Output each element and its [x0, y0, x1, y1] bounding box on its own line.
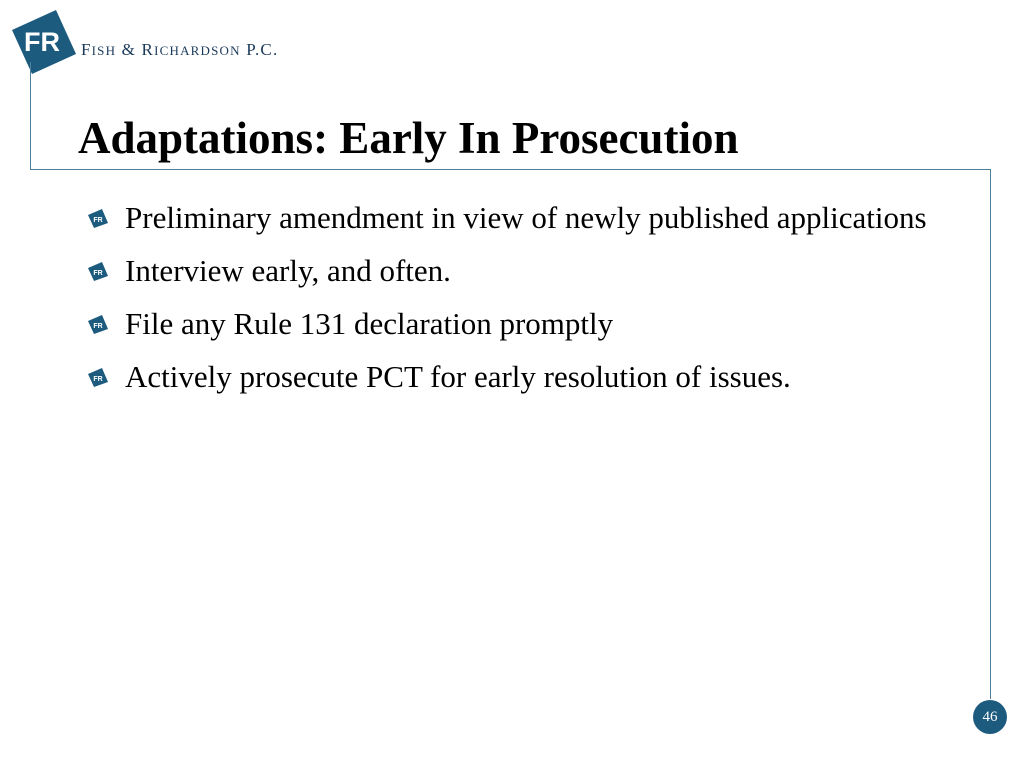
bullet-text: Actively prosecute PCT for early resolution of issues.: [125, 359, 791, 394]
bullet-text: File any Rule 131 declaration promptly: [125, 306, 614, 341]
bullet-item: [88, 196, 968, 240]
bullet-icon-initials: FR: [93, 217, 103, 224]
bullet-icon-initials: FR: [93, 376, 103, 383]
bullet-item: [88, 249, 968, 293]
firm-name-part: &: [116, 40, 142, 59]
firm-name-part: ISH: [91, 43, 117, 58]
bullet-list: [88, 196, 968, 408]
frame-line-right: [990, 169, 991, 699]
bullet-item: [88, 302, 968, 346]
bullet-icon-initials: FR: [93, 270, 103, 277]
firm-logo: [12, 6, 78, 78]
logo-initials: FR: [24, 27, 60, 57]
firm-name: [81, 40, 278, 60]
firm-name-part: P.C.: [240, 40, 279, 59]
bullet-item: [88, 355, 968, 399]
fr-diamond-icon: [88, 367, 109, 388]
bullet-icon-initials: FR: [93, 323, 103, 330]
fr-diamond-icon: [88, 208, 109, 229]
frame-line-left: [30, 62, 31, 170]
firm-name-part: F: [81, 40, 92, 59]
bullet-text: Preliminary amendment in view of newly published applications: [125, 200, 927, 235]
firm-name-part: R: [141, 40, 155, 59]
frame-line-top: [30, 169, 991, 170]
slide-title: Adaptations: Early In Prosecution: [78, 113, 739, 163]
bullet-text: Interview early, and often.: [125, 253, 451, 288]
firm-name-part: ICHARDSON: [154, 43, 241, 58]
fr-diamond-icon: [88, 314, 109, 335]
page-number-badge: 46: [973, 700, 1007, 734]
fr-diamond-icon: [88, 261, 109, 282]
